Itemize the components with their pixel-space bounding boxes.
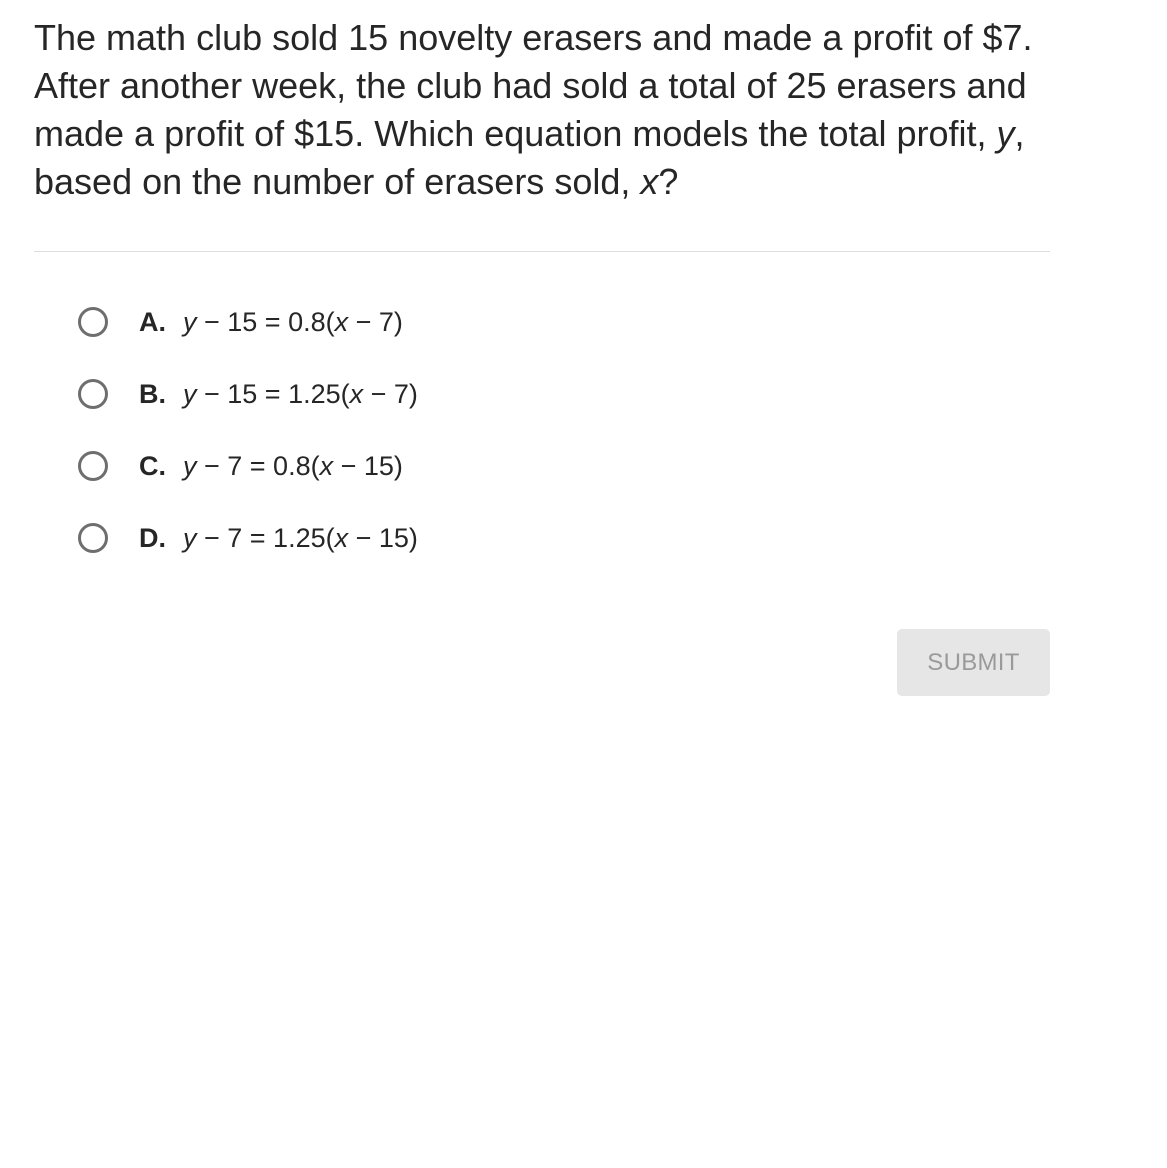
radio-circle-icon[interactable] xyxy=(78,379,108,409)
equation-middle: − 7 = 1.25( xyxy=(196,522,335,553)
choice-a[interactable] xyxy=(78,286,978,358)
equation-var-y: y xyxy=(183,306,197,337)
radio-circle-icon[interactable] xyxy=(78,523,108,553)
question-part-2: , based on the number of erasers sold, xyxy=(34,113,1025,202)
choice-equation xyxy=(183,451,403,482)
choice-equation xyxy=(183,379,418,410)
choice-c[interactable] xyxy=(78,430,978,502)
equation-var-x: x xyxy=(349,378,364,409)
choice-b[interactable] xyxy=(78,358,978,430)
radio-circle-icon[interactable] xyxy=(78,451,108,481)
question-text xyxy=(34,14,1074,206)
equation-end: − 7) xyxy=(363,378,418,409)
question-part-3: ? xyxy=(658,161,679,202)
choice-letter: A. xyxy=(139,306,166,337)
choice-d[interactable] xyxy=(78,502,978,574)
radio-circle-icon[interactable] xyxy=(78,307,108,337)
equation-var-y: y xyxy=(183,378,197,409)
equation-var-x: x xyxy=(319,450,334,481)
equation-end: − 15) xyxy=(348,522,418,553)
choice-letter: B. xyxy=(139,378,166,409)
answer-choices xyxy=(78,286,978,574)
choice-letter: D. xyxy=(139,522,166,553)
choice-equation xyxy=(183,523,418,554)
equation-middle: − 7 = 0.8( xyxy=(196,450,320,481)
equation-var-x: x xyxy=(334,306,349,337)
choice-equation xyxy=(183,307,403,338)
question-part-1: The math club sold 15 novelty erasers and made a profit of $7. After another week, the club had sold a total of 25 erasers and made a profit of $15. Which equation models the total profit, xyxy=(34,17,1033,154)
equation-var-y: y xyxy=(183,450,197,481)
equation-end: − 15) xyxy=(333,450,403,481)
equation-middle: − 15 = 0.8( xyxy=(196,306,335,337)
equation-var-y: y xyxy=(183,522,197,553)
equation-var-x: x xyxy=(334,522,349,553)
submit-button[interactable]: SUBMIT xyxy=(897,629,1050,696)
question-var-x: x xyxy=(640,161,659,202)
equation-end: − 7) xyxy=(348,306,403,337)
question-var-y: y xyxy=(996,113,1015,154)
choice-letter: C. xyxy=(139,450,166,481)
divider xyxy=(34,251,1050,252)
equation-middle: − 15 = 1.25( xyxy=(196,378,350,409)
